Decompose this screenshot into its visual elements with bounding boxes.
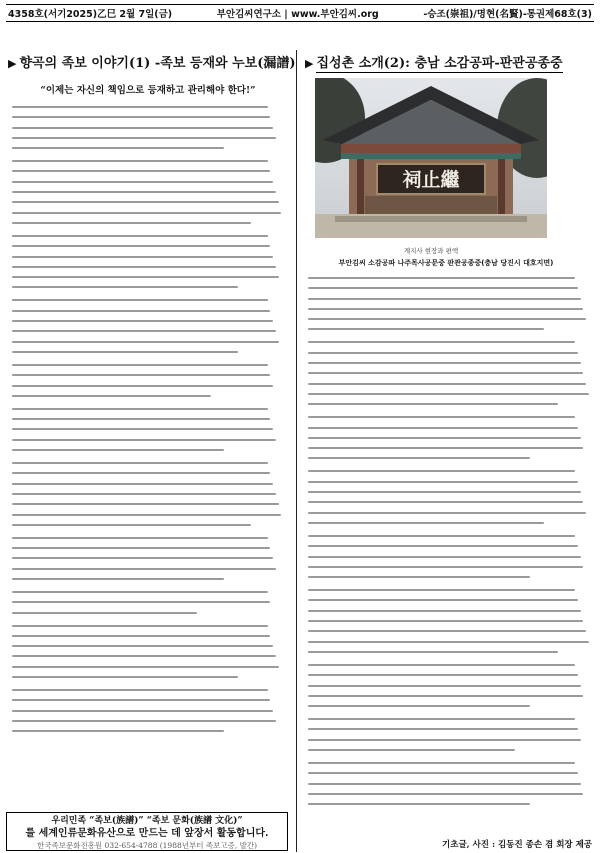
text-line bbox=[308, 705, 530, 707]
text-line bbox=[308, 566, 583, 568]
publisher: 부안김씨연구소 | www.부안김씨.org bbox=[216, 9, 379, 20]
text-paragraph bbox=[12, 106, 284, 149]
text-paragraph bbox=[308, 535, 592, 578]
text-line bbox=[12, 578, 224, 580]
text-line bbox=[308, 457, 530, 459]
issue-date: 4358호(서기2025)乙巳 2월 7일(금) bbox=[8, 9, 173, 20]
text-line bbox=[12, 408, 268, 410]
text-line bbox=[12, 286, 238, 288]
text-line bbox=[12, 439, 276, 441]
text-line bbox=[308, 362, 581, 364]
text-line bbox=[308, 352, 578, 354]
text-line bbox=[12, 699, 270, 701]
text-line bbox=[308, 762, 575, 764]
text-line bbox=[308, 287, 578, 289]
text-line bbox=[12, 601, 270, 603]
text-line bbox=[12, 720, 276, 722]
right-article-body bbox=[308, 277, 592, 816]
text-line bbox=[308, 576, 530, 578]
text-line bbox=[308, 372, 583, 374]
left-title-main: -족보 등재와 누보(漏譜) bbox=[154, 56, 296, 71]
text-line bbox=[308, 685, 581, 687]
shrine-photo bbox=[315, 78, 547, 238]
text-line bbox=[12, 160, 268, 162]
text-paragraph bbox=[12, 408, 284, 451]
text-line bbox=[308, 403, 558, 405]
text-line bbox=[12, 730, 224, 732]
left-title-prefix: 향곡의 족보 이야기(1) bbox=[19, 56, 151, 71]
text-line bbox=[12, 655, 276, 657]
left-article-title bbox=[8, 52, 296, 71]
text-line bbox=[308, 383, 586, 385]
text-line bbox=[308, 783, 581, 785]
text-line bbox=[12, 645, 273, 647]
shrine-plaque: 祠止繼 bbox=[402, 169, 460, 191]
text-line bbox=[308, 427, 578, 429]
text-line bbox=[308, 277, 575, 279]
text-line bbox=[12, 320, 273, 322]
text-line bbox=[308, 772, 578, 774]
text-line bbox=[12, 191, 276, 193]
text-line bbox=[12, 449, 224, 451]
text-paragraph bbox=[308, 762, 592, 805]
text-line bbox=[308, 674, 578, 676]
text-line bbox=[308, 298, 581, 300]
text-line bbox=[12, 418, 270, 420]
text-line bbox=[12, 503, 279, 505]
text-line bbox=[308, 556, 581, 558]
text-line bbox=[12, 351, 238, 353]
text-line bbox=[308, 447, 583, 449]
text-line bbox=[308, 728, 578, 730]
text-line bbox=[308, 341, 575, 343]
text-paragraph bbox=[308, 470, 592, 523]
text-paragraph bbox=[12, 462, 284, 526]
text-line bbox=[308, 481, 578, 483]
column-divider bbox=[296, 50, 297, 852]
text-line bbox=[12, 330, 276, 332]
text-line bbox=[308, 470, 575, 472]
text-line bbox=[308, 535, 575, 537]
text-line bbox=[12, 127, 273, 129]
text-paragraph bbox=[12, 160, 284, 224]
text-line bbox=[12, 689, 268, 691]
text-line bbox=[308, 610, 581, 612]
text-line bbox=[12, 364, 268, 366]
text-line bbox=[12, 591, 268, 593]
text-line bbox=[12, 137, 276, 139]
text-paragraph bbox=[12, 625, 284, 678]
text-paragraph bbox=[308, 589, 592, 653]
text-line bbox=[12, 666, 279, 668]
text-line bbox=[12, 557, 273, 559]
text-line bbox=[12, 106, 268, 108]
text-line bbox=[12, 514, 281, 516]
page-section: -승조(崇祖)/명현(名賢)-통권제68호(3) bbox=[423, 9, 592, 20]
text-paragraph bbox=[12, 689, 284, 732]
text-paragraph bbox=[308, 718, 592, 751]
text-paragraph bbox=[12, 591, 284, 614]
text-line bbox=[308, 630, 586, 632]
text-line bbox=[308, 501, 583, 503]
text-line bbox=[308, 651, 558, 653]
lead-quote: “이제는 자신의 책임으로 등재하고 관리해야 한다!” bbox=[40, 85, 256, 96]
text-line bbox=[308, 749, 515, 751]
text-line bbox=[308, 318, 586, 320]
text-line bbox=[12, 201, 279, 203]
text-line bbox=[12, 276, 279, 278]
text-paragraph bbox=[12, 537, 284, 580]
text-line bbox=[12, 462, 268, 464]
left-article-body bbox=[12, 106, 284, 743]
text-line bbox=[12, 235, 268, 237]
text-line bbox=[12, 299, 268, 301]
triangle-bullet-icon: ▶ bbox=[305, 57, 314, 70]
text-line bbox=[12, 710, 273, 712]
text-line bbox=[308, 437, 581, 439]
text-line bbox=[12, 676, 238, 678]
text-line bbox=[308, 308, 583, 310]
text-line bbox=[12, 428, 273, 430]
text-line bbox=[12, 547, 270, 549]
photo-subcaption: 부안김씨 소감공파 나주목사공문중 판관공종중(충남 당진시 대호지면) bbox=[338, 259, 554, 267]
text-line bbox=[308, 620, 583, 622]
text-line bbox=[12, 116, 270, 118]
text-paragraph bbox=[308, 277, 592, 330]
text-line bbox=[308, 695, 583, 697]
text-line bbox=[308, 793, 583, 795]
text-line bbox=[12, 472, 270, 474]
text-line bbox=[308, 416, 575, 418]
text-line bbox=[308, 512, 586, 514]
text-line bbox=[308, 718, 575, 720]
text-line bbox=[308, 803, 530, 805]
text-line bbox=[12, 635, 270, 637]
text-line bbox=[12, 612, 197, 614]
text-line bbox=[12, 181, 273, 183]
text-line bbox=[308, 328, 544, 330]
text-line bbox=[308, 522, 544, 524]
text-line bbox=[12, 568, 276, 570]
photo-credit: 기초글, 사진 : 김동진 종손 겸 회장 제공 bbox=[442, 840, 592, 850]
text-line bbox=[308, 589, 575, 591]
text-line bbox=[12, 222, 251, 224]
text-line bbox=[12, 266, 276, 268]
text-line bbox=[12, 147, 224, 149]
text-paragraph bbox=[308, 341, 592, 405]
text-line bbox=[12, 537, 268, 539]
photo-caption: 계지사 현장과 편액 bbox=[403, 247, 459, 255]
promo-line3: 한국족보문화진흥원 032-654-4788 (1988년부터 족보고증, 발간) bbox=[36, 841, 258, 850]
text-paragraph bbox=[12, 364, 284, 397]
text-line bbox=[12, 385, 273, 387]
text-line bbox=[12, 256, 273, 258]
text-line bbox=[12, 245, 270, 247]
text-paragraph bbox=[308, 664, 592, 707]
text-line bbox=[12, 524, 251, 526]
text-line bbox=[308, 739, 581, 741]
text-line bbox=[308, 491, 581, 493]
text-line bbox=[308, 545, 578, 547]
text-paragraph bbox=[12, 235, 284, 288]
text-line bbox=[12, 493, 276, 495]
text-line bbox=[12, 483, 273, 485]
text-line bbox=[308, 641, 589, 643]
text-line bbox=[12, 395, 211, 397]
text-line bbox=[308, 664, 575, 666]
promo-line1: 우리민족 “족보(族譜)” “족보 문화(族譜 文化)” bbox=[51, 816, 243, 826]
text-line bbox=[12, 170, 270, 172]
right-article-title bbox=[305, 52, 563, 71]
text-line bbox=[308, 599, 578, 601]
text-line bbox=[12, 625, 268, 627]
text-line bbox=[12, 310, 270, 312]
text-line bbox=[12, 212, 281, 214]
text-paragraph bbox=[308, 416, 592, 459]
promo-line2: 를 세계인류문화유산으로 만드는 데 앞장서 활동합니다. bbox=[25, 828, 269, 839]
text-paragraph bbox=[12, 299, 284, 352]
promo-box bbox=[6, 812, 288, 851]
text-line bbox=[12, 374, 270, 376]
newspaper-header bbox=[6, 4, 594, 22]
text-line bbox=[12, 341, 279, 343]
text-line bbox=[308, 393, 589, 395]
triangle-bullet-icon: ▶ bbox=[8, 57, 17, 70]
right-title-text: 집성촌 소개(2): 충남 소감공파-판관공종중 bbox=[316, 56, 563, 71]
